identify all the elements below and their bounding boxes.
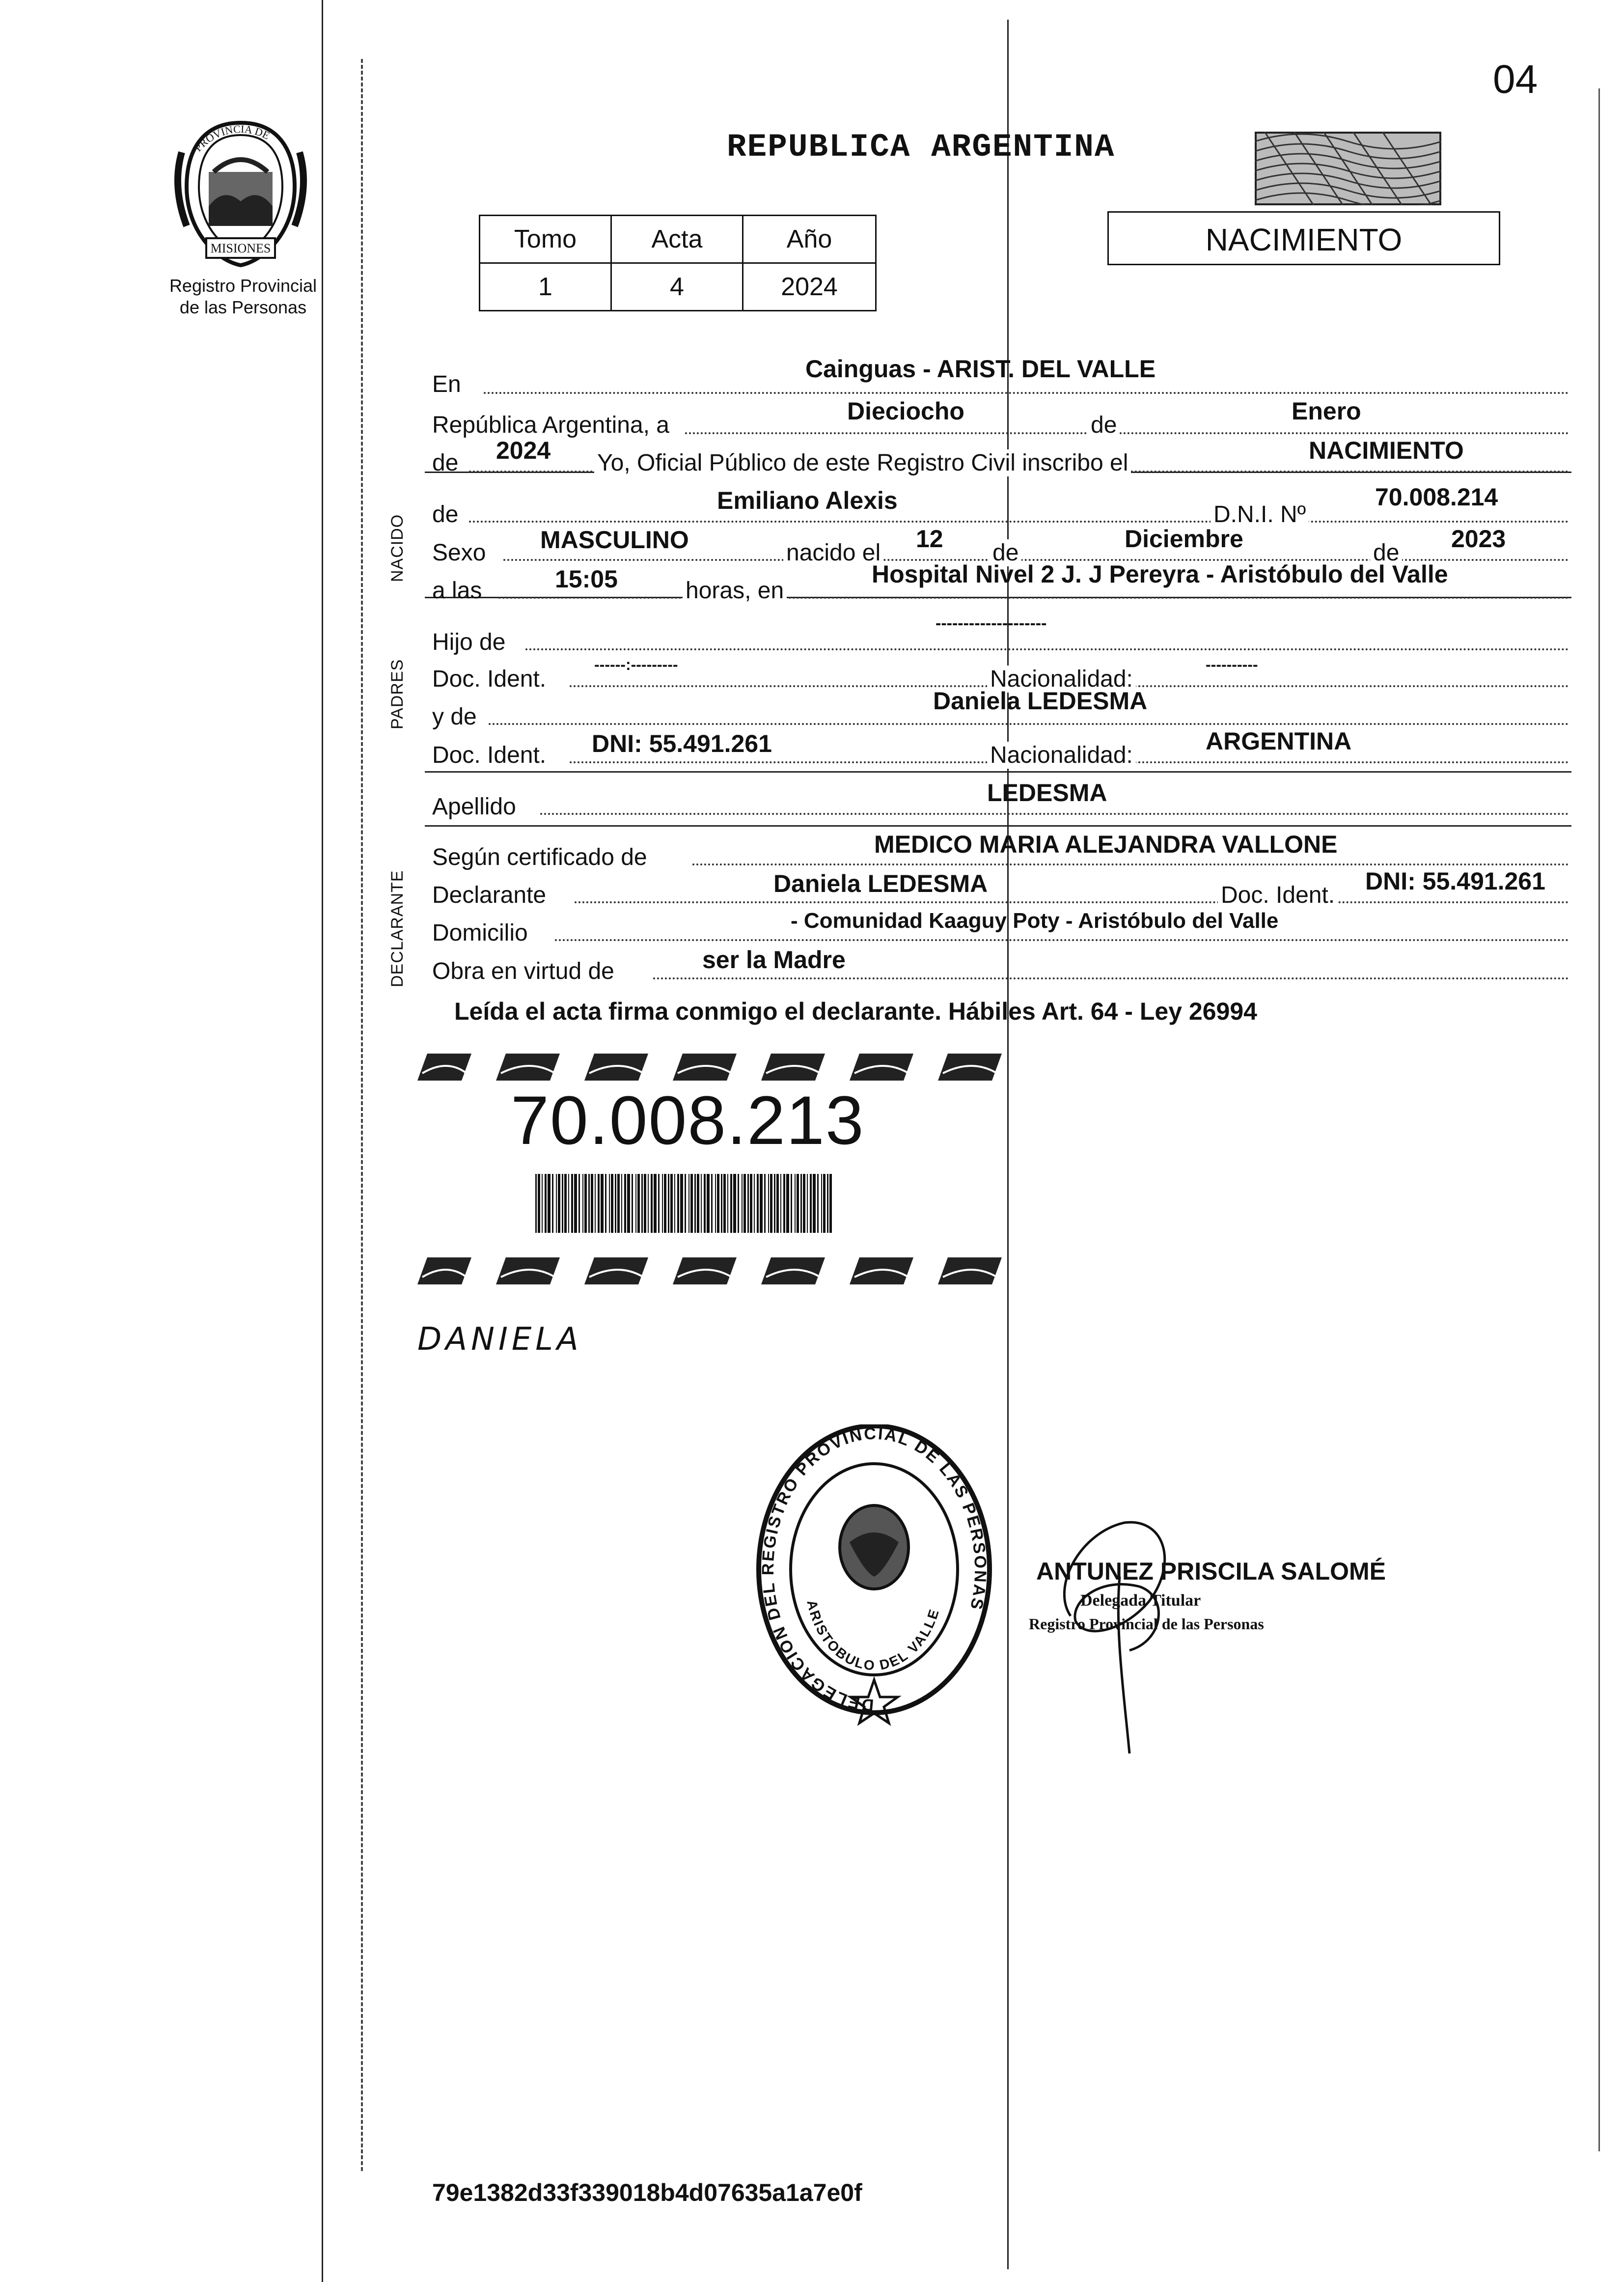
barcode-bar — [821, 1174, 822, 1233]
barcode-bar — [605, 1174, 606, 1233]
barcode-bar — [611, 1174, 613, 1233]
right-edge-rule — [1598, 88, 1600, 2151]
de-label: de — [432, 501, 459, 528]
barcode-bar — [538, 1174, 540, 1233]
barcode-bar — [783, 1174, 785, 1233]
certificate-value: MEDICO MARIA ALEJANDRA VALLONE — [874, 831, 1338, 858]
barcode-bar — [664, 1174, 666, 1233]
barcode-bar — [658, 1174, 660, 1233]
barcode-bar — [644, 1174, 646, 1233]
barcode-bar — [627, 1174, 630, 1233]
handwritten-signature: DANIELA — [417, 1321, 582, 1358]
dotted-line — [555, 939, 1569, 941]
barcode-bar — [742, 1174, 743, 1233]
dni-value: 70.008.214 — [1375, 483, 1498, 511]
barcode-bar — [670, 1174, 673, 1233]
year-value: 2024 — [496, 437, 551, 464]
mother-name-value: Daniela LEDESMA — [933, 687, 1148, 715]
barcode-bar — [723, 1174, 726, 1233]
left-margin-rule — [322, 0, 323, 2282]
dotted-line — [575, 901, 1569, 903]
barcode-bar — [707, 1174, 710, 1233]
barcode-bar — [637, 1174, 640, 1233]
nationality-label: Nacionalidad: — [987, 742, 1136, 769]
barcode-bar — [558, 1174, 560, 1233]
barcode-bar — [615, 1174, 616, 1233]
barcode-bar — [715, 1174, 716, 1233]
barcode-bar — [717, 1174, 719, 1233]
barcode-bar — [813, 1174, 816, 1233]
barcode — [535, 1174, 835, 1235]
doc-ident-label: Doc. Ident. — [1218, 882, 1338, 909]
mother-doc-value: DNI: 55.491.261 — [592, 730, 772, 757]
event-value: NACIMIENTO — [1309, 437, 1464, 464]
barcode-bar — [685, 1174, 686, 1233]
svg-text:PROVINCIA DE — [192, 123, 272, 154]
barcode-bar — [680, 1174, 683, 1233]
barcode-bar — [564, 1174, 567, 1233]
document-type-box: NACIMIENTO — [1107, 211, 1500, 265]
barcode-bar — [829, 1174, 832, 1233]
and-of-label: y de — [432, 704, 477, 730]
barcode-bar — [803, 1174, 805, 1233]
barcode-bar — [621, 1174, 622, 1233]
barcode-bar — [651, 1174, 653, 1233]
dotted-line — [469, 521, 1569, 523]
birth-month-value: Diciembre — [1125, 525, 1243, 553]
emblem-top-text: PROVINCIA DE — [192, 122, 272, 154]
barcode-bar — [807, 1174, 808, 1233]
barcode-bar — [688, 1174, 689, 1233]
address-value: - Comunidad Kaaguy Poty - Aristóbulo del Valle — [791, 909, 1279, 933]
barcode-bar — [677, 1174, 679, 1233]
father-name-value: -------------------- — [936, 614, 1047, 633]
republic-label: República Argentina, a — [432, 412, 669, 438]
dotted-line — [489, 723, 1569, 725]
emblem-bottom-text: MISIONES — [210, 241, 271, 255]
barcode-bar — [548, 1174, 551, 1233]
registry-label-line2: de las Personas — [179, 297, 307, 317]
serial-number: 70.008.213 — [511, 1082, 865, 1159]
page-number: 04 — [1493, 57, 1538, 102]
table-value-ano: 2024 — [743, 263, 876, 311]
registry-label — [155, 275, 331, 318]
father-nationality-value: ---------- — [1206, 656, 1258, 673]
barcode-bar — [595, 1174, 596, 1233]
dotted-line — [484, 392, 1569, 394]
dotted-line — [692, 863, 1569, 865]
barcode-bar — [817, 1174, 819, 1233]
child-of-label: Hijo de — [432, 629, 506, 655]
barcode-bar — [578, 1174, 580, 1233]
barcode-bar — [750, 1174, 752, 1233]
de-label: de — [432, 450, 459, 476]
official-seal — [751, 1424, 997, 1731]
barcode-bar — [697, 1174, 699, 1233]
certificate-label: Según certificado de — [432, 844, 647, 870]
officer-text: Yo, Oficial Público de este Registro Civil inscribo el — [594, 449, 1131, 476]
surname-label: Apellido — [432, 794, 516, 820]
barcode-bar — [800, 1174, 802, 1233]
doc-ident-label: Doc. Ident. — [432, 742, 547, 768]
address-label: Domicilio — [432, 920, 528, 946]
security-stamp — [1255, 132, 1441, 205]
birth-place-value: Hospital Nivel 2 J. J Pereyra - Aristóbulo del Valle — [872, 560, 1448, 588]
barcode-bar — [823, 1174, 826, 1233]
hours-label: horas, en — [683, 577, 787, 604]
barcode-bar — [584, 1174, 587, 1233]
dotted-line — [525, 648, 1569, 650]
security-band-bottom — [417, 1255, 1007, 1292]
barcode-bar — [743, 1174, 746, 1233]
barcode-bar — [591, 1174, 593, 1233]
table-header-ano: Año — [743, 216, 876, 263]
barcode-bar — [727, 1174, 728, 1233]
barcode-bar — [764, 1174, 766, 1233]
barcode-bar — [632, 1174, 633, 1233]
barcode-bar — [568, 1174, 569, 1233]
sex-label: Sexo — [432, 540, 486, 566]
barcode-bar — [641, 1174, 643, 1233]
barcode-bar — [662, 1174, 663, 1233]
closing-statement: Leída el acta firma conmigo el declarante. Hábiles Art. 64 - Ley 26994 — [454, 998, 1257, 1025]
barcode-bar — [574, 1174, 577, 1233]
by-virtue-value: ser la Madre — [702, 946, 846, 974]
en-label: En — [432, 371, 461, 397]
time-value: 15:05 — [555, 565, 618, 593]
official-name: ANTUNEZ PRISCILA SALOMÉ — [1036, 1558, 1386, 1585]
declarant-label: Declarante — [432, 882, 547, 908]
country-title: REPUBLICA ARGENTINA — [727, 129, 1115, 166]
provincial-emblem — [167, 113, 314, 275]
barcode-bar — [770, 1174, 772, 1233]
dni-label: D.N.I. Nº — [1211, 501, 1309, 528]
barcode-bar — [786, 1174, 789, 1233]
barcode-bar — [545, 1174, 547, 1233]
barcode-bar — [535, 1174, 537, 1233]
barcode-bar — [571, 1174, 573, 1233]
barcode-bar — [791, 1174, 792, 1233]
month-value: Enero — [1292, 397, 1361, 425]
table-header-tomo: Tomo — [480, 216, 611, 263]
surname-value: LEDESMA — [987, 779, 1107, 807]
father-doc-value: ------:--------- — [594, 656, 678, 673]
born-label: nacido el — [783, 539, 883, 566]
barcode-bar — [738, 1174, 739, 1233]
side-label-born: NACIDO — [388, 514, 407, 582]
barcode-bar — [747, 1174, 749, 1233]
by-virtue-label: Obra en virtud de — [432, 958, 614, 984]
sex-value: MASCULINO — [540, 526, 689, 554]
barcode-bar — [588, 1174, 590, 1233]
barcode-bar — [776, 1174, 779, 1233]
barcode-bar — [694, 1174, 696, 1233]
barcode-bar — [797, 1174, 799, 1233]
at-label: a las — [432, 578, 482, 604]
barcode-bar — [757, 1174, 759, 1233]
barcode-bar — [810, 1174, 812, 1233]
barcode-bar — [760, 1174, 763, 1233]
child-name-value: Emiliano Alexis — [717, 487, 898, 514]
barcode-bar — [768, 1174, 769, 1233]
barcode-bar — [582, 1174, 583, 1233]
side-label-declarant: DECLARANTE — [388, 870, 407, 987]
barcode-bar — [562, 1174, 563, 1233]
table-value-tomo: 1 — [480, 263, 611, 311]
dotted-line — [653, 977, 1569, 979]
barcode-bar — [711, 1174, 713, 1233]
barcode-bar — [690, 1174, 693, 1233]
barcode-bar — [721, 1174, 722, 1233]
official-registry: Registro Provincial de las Personas — [1029, 1615, 1264, 1633]
barcode-bar — [598, 1174, 600, 1233]
barcode-bar — [827, 1174, 828, 1233]
barcode-bar — [617, 1174, 620, 1233]
barcode-bar — [635, 1174, 636, 1233]
barcode-bar — [780, 1174, 781, 1233]
birth-day-value: 12 — [916, 525, 943, 553]
barcode-bar — [601, 1174, 604, 1233]
svg-text:ARISTOBULO DEL VALLE — [804, 1599, 942, 1673]
birth-year-value: 2023 — [1451, 525, 1506, 553]
place-value: Cainguas - ARIST. DEL VALLE — [805, 355, 1156, 383]
barcode-bar — [701, 1174, 702, 1233]
barcode-bar — [624, 1174, 626, 1233]
barcode-bar — [552, 1174, 553, 1233]
dotted-line — [685, 432, 1569, 434]
side-label-parents: PADRES — [388, 659, 407, 729]
dotted-line — [540, 813, 1569, 815]
de-label: de — [990, 539, 1021, 566]
barcode-bar — [542, 1174, 543, 1233]
dotted-line — [498, 597, 1569, 599]
separator-line — [425, 771, 1571, 773]
table-header-acta: Acta — [611, 216, 743, 263]
left-dashed-rule — [361, 59, 363, 2171]
declarant-doc-value: DNI: 55.491.261 — [1365, 867, 1545, 895]
barcode-bar — [674, 1174, 675, 1233]
nationality-label: Nacionalidad: — [987, 666, 1136, 693]
doc-ident-label: Doc. Ident. — [432, 666, 547, 692]
registry-label-line1: Registro Provincial — [169, 276, 317, 296]
barcode-bar — [609, 1174, 610, 1233]
day-words-value: Dieciocho — [847, 397, 964, 425]
seal-inner-text: ARISTOBULO DEL VALLE — [804, 1598, 942, 1673]
barcode-bar — [774, 1174, 775, 1233]
barcode-bar — [668, 1174, 669, 1233]
barcode-bar — [730, 1174, 732, 1233]
barcode-bar — [556, 1174, 557, 1233]
declarant-value: Daniela LEDESMA — [773, 870, 988, 897]
barcode-bar — [704, 1174, 706, 1233]
barcode-bar — [733, 1174, 736, 1233]
document-hash: 79e1382d33f339018b4d07635a1a7e0f — [432, 2179, 862, 2206]
separator-line — [425, 825, 1571, 827]
barcode-bar — [648, 1174, 649, 1233]
table-value-acta: 4 — [611, 263, 743, 311]
de-label: de — [1370, 539, 1402, 566]
register-table — [479, 215, 877, 311]
official-role: Delegada Titular — [1080, 1591, 1201, 1610]
barcode-bar — [795, 1174, 796, 1233]
de-label: de — [1088, 412, 1120, 439]
barcode-bar — [754, 1174, 755, 1233]
seal-outer-text: DELEGACION DEL REGISTRO PROVINCIAL DE LAS PERSONAS — [758, 1424, 990, 1715]
mother-nationality-value: ARGENTINA — [1206, 727, 1352, 755]
barcode-bar — [654, 1174, 657, 1233]
